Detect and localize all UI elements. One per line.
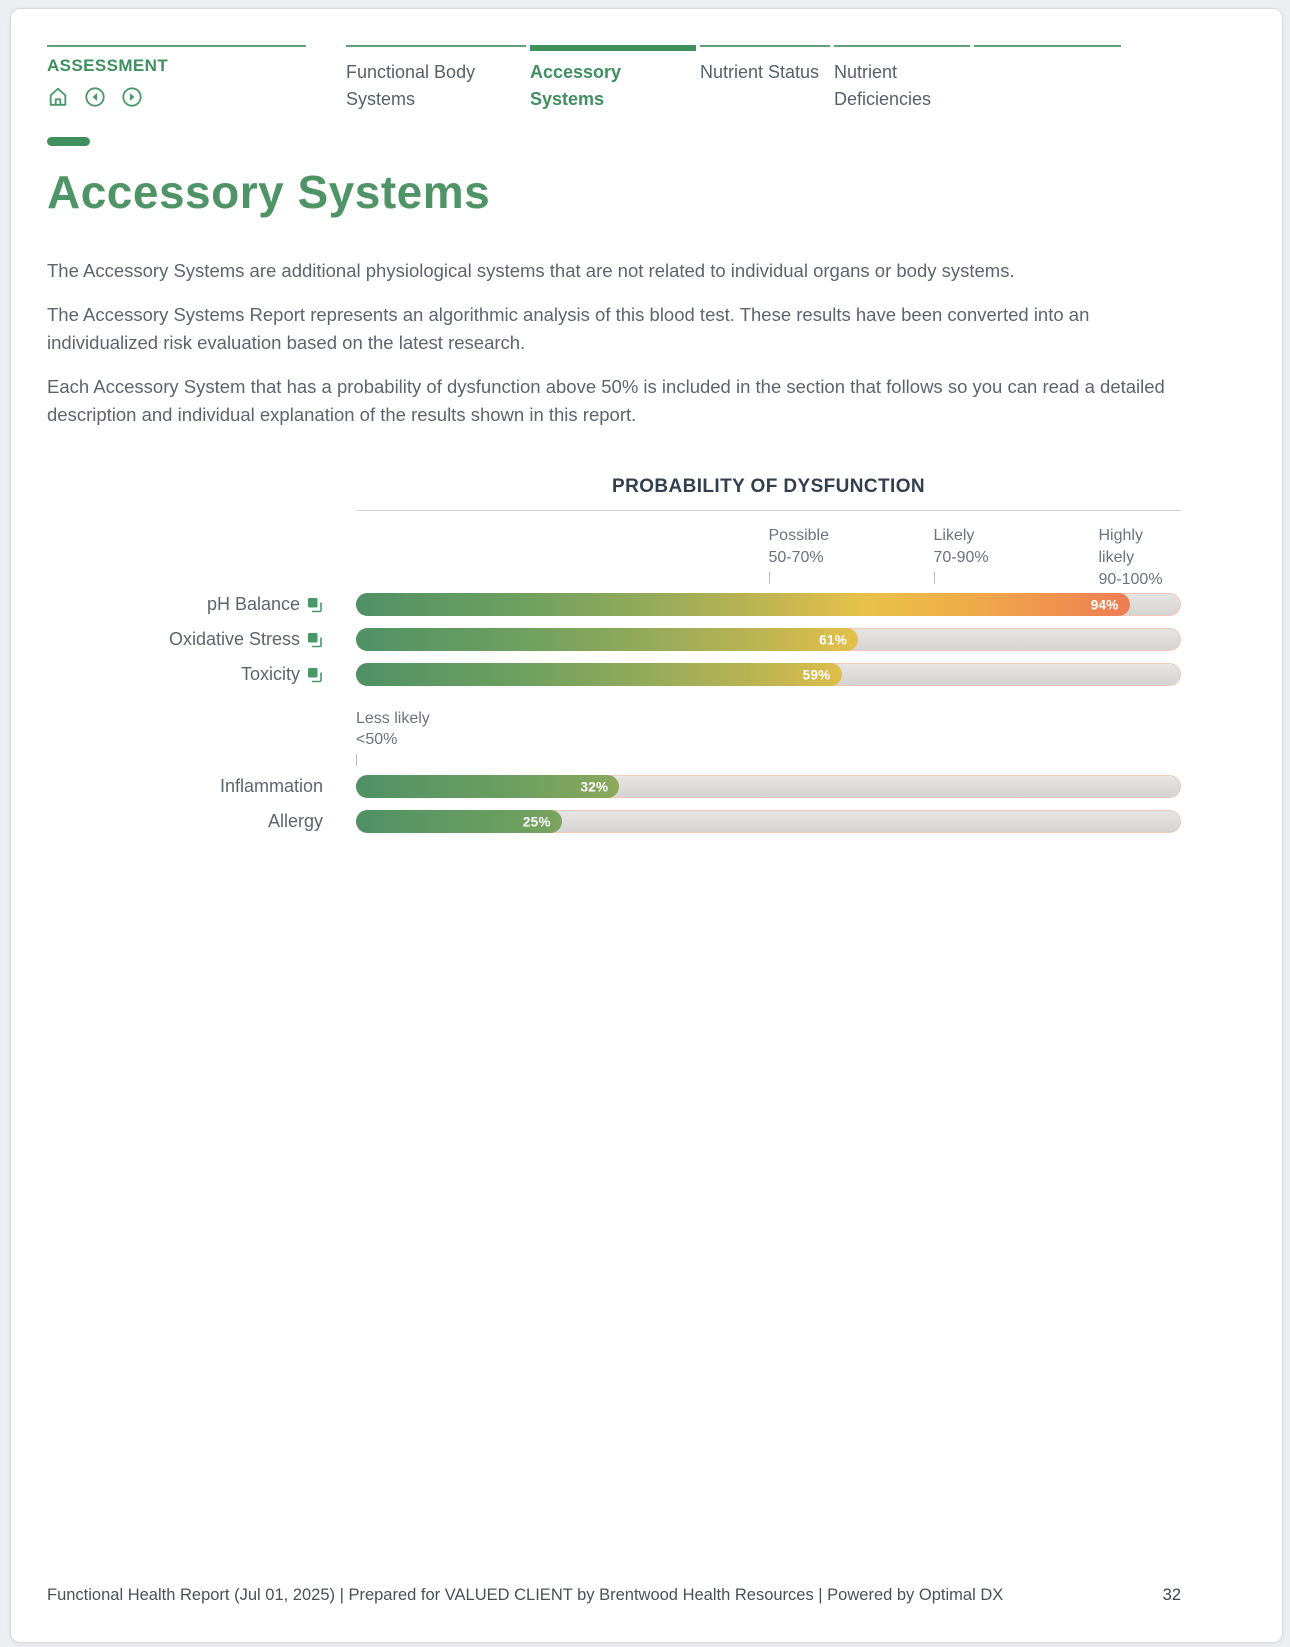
- zone-less-likely: [356, 698, 1181, 775]
- tab-nutrient-status[interactable]: [700, 45, 830, 113]
- tab-nutrient-deficiencies[interactable]: [834, 45, 970, 113]
- bars-below-50: [47, 775, 1181, 833]
- zone-tick: [356, 754, 357, 766]
- page-number: 32: [1162, 1586, 1181, 1604]
- footer-text: Functional Health Report (Jul 01, 2025) | Prepared for VALUED CLIENT by Brentwood Health Resources | Powered by Optimal DX: [47, 1586, 1004, 1604]
- bar-percent: 25%: [522, 814, 551, 829]
- prev-page-icon[interactable]: [84, 86, 106, 108]
- bar-fill: [356, 593, 1130, 616]
- bar-track: [356, 663, 1181, 686]
- section-dash: [47, 137, 90, 146]
- bar-row-toxicity: [47, 663, 1181, 686]
- section-link-icon[interactable]: [307, 667, 323, 683]
- bar-category: pH Balance: [206, 594, 300, 614]
- zone-possible: [769, 525, 849, 584]
- tab-top-line: [974, 45, 1121, 51]
- section-link-icon[interactable]: [307, 632, 323, 648]
- bar-label: [47, 664, 323, 685]
- tab-label: Nutrient Deficiencies: [834, 62, 932, 109]
- home-icon[interactable]: [47, 86, 69, 108]
- tab-strip-filler: [974, 45, 1121, 113]
- zone-range: 90-100%: [1098, 571, 1163, 588]
- tab-accessory-systems[interactable]: [530, 45, 696, 113]
- bar-row-allergy: [47, 810, 1181, 833]
- bar-label: [47, 629, 323, 650]
- nav-icons: [47, 86, 143, 108]
- zone-range: <50%: [356, 731, 398, 748]
- bar-category: Oxidative Stress: [168, 629, 300, 649]
- tab-label: Nutrient Status: [700, 62, 820, 82]
- next-page-icon[interactable]: [121, 86, 143, 108]
- tab-top-line: [530, 45, 696, 51]
- intro-paragraph: The Accessory Systems Report represents an algorithmic analysis of this blood test. These results have been converted into an individualized risk evaluation based on the latest research.: [47, 304, 1090, 353]
- zone-highly-likely: [1099, 525, 1179, 591]
- bar-row-oxidative-stress: [47, 628, 1181, 651]
- bar-category: Toxicity: [240, 664, 300, 684]
- bar-track: [356, 775, 1181, 798]
- bar-track: [356, 628, 1181, 651]
- bar-category: Inflammation: [219, 776, 323, 796]
- bar-percent: 32%: [580, 779, 609, 794]
- bar-percent: 59%: [802, 667, 831, 682]
- zone-label: Highly likely: [1098, 527, 1143, 566]
- bar-fill: [356, 628, 858, 651]
- bar-label: [47, 811, 323, 832]
- bar-fill: [356, 775, 619, 798]
- zone-tick: [769, 572, 770, 584]
- bar-category: Allergy: [267, 811, 323, 831]
- zone-likely: [934, 525, 1014, 584]
- bar-track: [356, 810, 1181, 833]
- zone-range: 50-70%: [768, 549, 824, 566]
- assessment-label: ASSESSMENT: [47, 56, 169, 75]
- bar-fill: [356, 663, 842, 686]
- zone-label: Possible: [768, 527, 829, 544]
- intro-paragraph: The Accessory Systems are additional physiological systems that are not related to individual organs or body systems.: [47, 260, 1015, 281]
- bar-label: [47, 594, 323, 615]
- bar-fill: [356, 810, 562, 833]
- tab-label: Functional Body Systems: [346, 62, 476, 109]
- bar-track: [356, 593, 1181, 616]
- report-page: [10, 8, 1283, 1643]
- bars-above-50: [47, 593, 1181, 686]
- zone-range: 70-90%: [933, 549, 989, 566]
- section-link-icon[interactable]: [307, 597, 323, 613]
- probability-chart: [47, 476, 1181, 845]
- tab-top-line: [834, 45, 970, 51]
- tab-label: Accessory Systems: [530, 62, 622, 109]
- zone-label: Less likely: [356, 710, 430, 727]
- zone-tick: [934, 572, 935, 584]
- tab-functional-body-systems[interactable]: [346, 45, 526, 113]
- intro-paragraphs: [47, 257, 1165, 445]
- intro-paragraph: Each Accessory System that has a probability of dysfunction above 50% is included in the section that follows so you can read a detailed description and individual explanation of the results shown in this report.: [47, 376, 1165, 425]
- assessment-rule: [47, 45, 306, 47]
- chart-title: PROBABILITY OF DYSFUNCTION: [612, 476, 925, 497]
- bar-percent: 94%: [1090, 597, 1119, 612]
- bar-row-ph-balance: [47, 593, 1181, 616]
- bar-row-inflammation: [47, 775, 1181, 798]
- tab-top-line: [700, 45, 830, 51]
- bar-percent: 61%: [819, 632, 848, 647]
- page-title: Accessory Systems: [47, 166, 491, 218]
- bar-label: [47, 776, 323, 797]
- report-footer: [47, 1586, 1181, 1605]
- zone-labels: [356, 511, 1181, 593]
- report-tabs: [346, 45, 1121, 113]
- zone-label: Likely: [933, 527, 975, 544]
- tab-top-line: [346, 45, 526, 51]
